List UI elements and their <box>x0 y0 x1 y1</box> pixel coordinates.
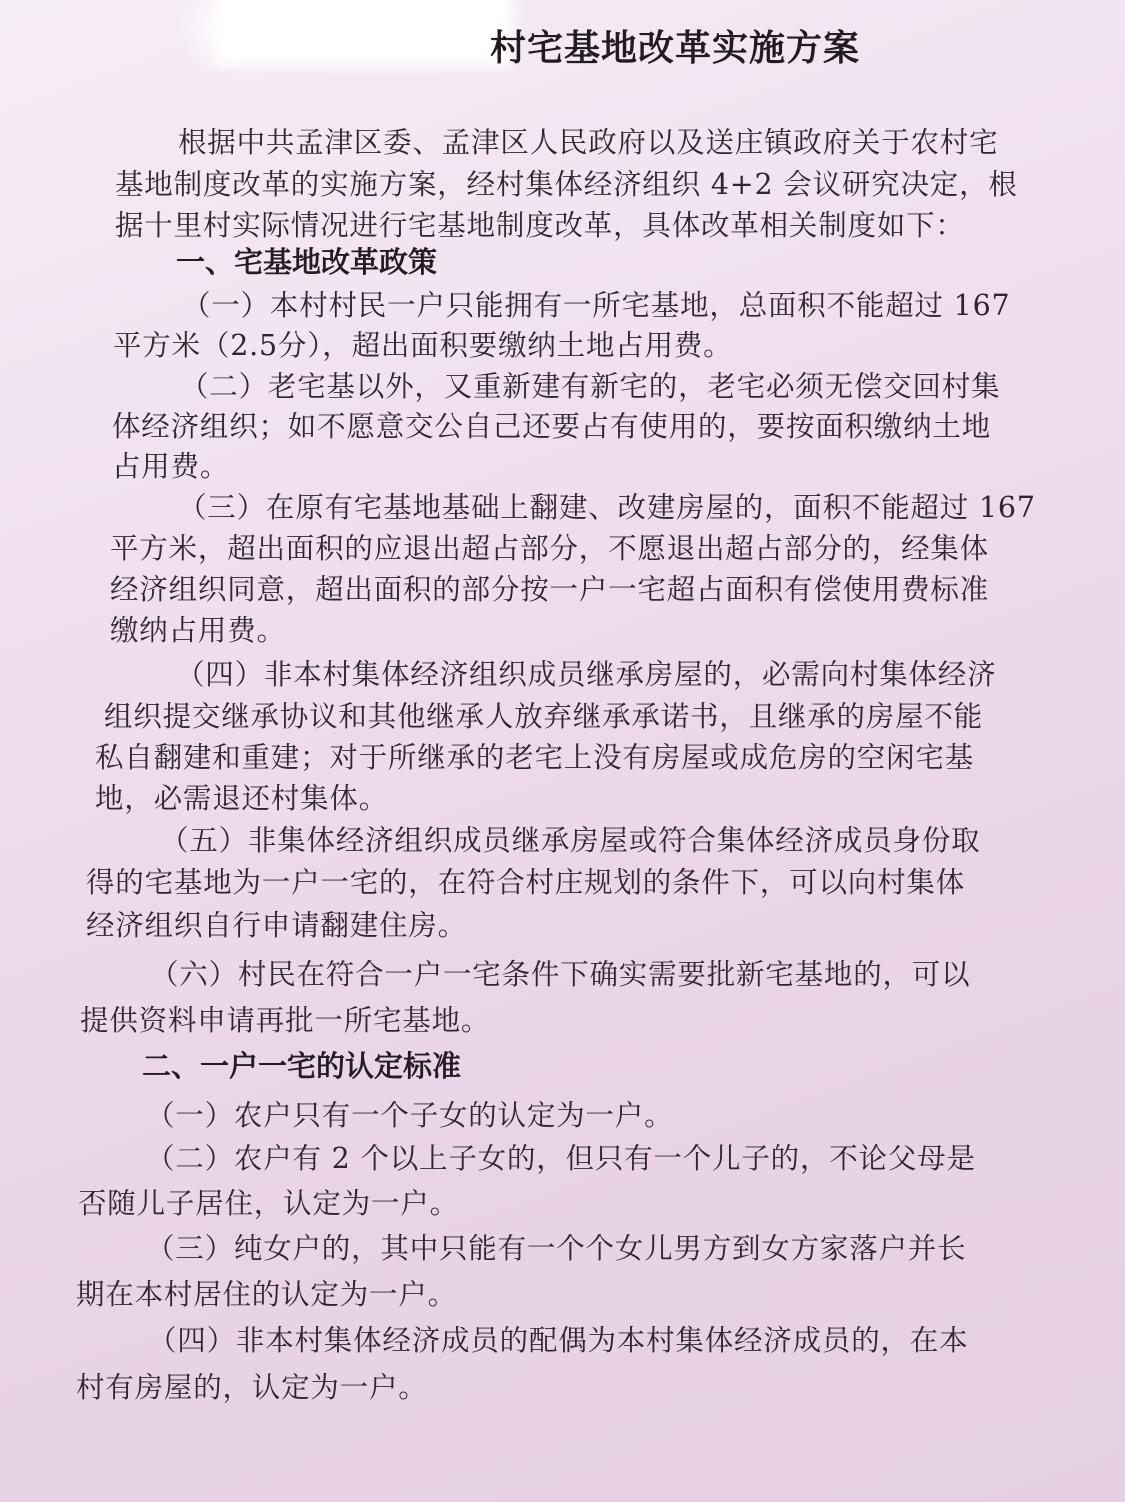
paragraph-line: 缴纳占用费。 <box>110 614 286 647</box>
paragraph-line: 地，必需退还村集体。 <box>95 782 389 815</box>
paragraph-line: 提供资料申请再批一所宅基地。 <box>80 1004 491 1037</box>
intro-line: 据十里村实际情况进行宅基地制度改革，具体改革相关制度如下： <box>115 209 965 242</box>
paragraph-line: 私自翻建和重建；对于所继承的老宅上没有房屋或成危房的空闲宅基 <box>95 741 975 774</box>
paragraph-line: （六）村民在符合一户一宅条件下确实需要批新宅基地的，可以 <box>150 958 971 991</box>
paragraph-line: 体经济组织；如不愿意交公自己还要占有使用的，要按面积缴纳土地 <box>112 410 992 443</box>
paragraph-line: 期在本村居住的认定为一户。 <box>76 1278 457 1311</box>
paragraph-line: （二）老宅基以外，又重新建有新宅的，老宅必须无偿交回村集 <box>180 370 1001 403</box>
paragraph-line: （三）纯女户的，其中只能有一个个女儿男方到女方家落户并长 <box>146 1232 967 1265</box>
paragraph-line: 占用费。 <box>112 450 230 483</box>
paragraph-line: 村有房屋的，认定为一户。 <box>76 1371 428 1404</box>
paragraph-line: 平方米，超出面积的应退出超占部分，不愿退出超占部分的，经集体 <box>110 532 990 565</box>
paragraph-line: （三）在原有宅基地基础上翻建、改建房屋的，面积不能超过 167 <box>178 491 1036 524</box>
page-title: 村宅基地改革实施方案 <box>490 28 861 69</box>
paragraph-line: （二）农户有 2 个以上子女的，但只有一个儿子的，不论父母是 <box>146 1142 976 1175</box>
paragraph-line: 平方米（2.5分），超出面积要缴纳土地占用费。 <box>113 329 733 362</box>
paragraph-line: 经济组织同意，超出面积的部分按一户一宅超占面积有偿使用费标准 <box>110 573 990 606</box>
paragraph-line: （一）本村村民一户只能拥有一所宅基地，总面积不能超过 167 <box>182 289 1011 322</box>
paragraph-line: 组织提交继承协议和其他继承人放弃继承承诺书，且继承的房屋不能 <box>104 700 984 733</box>
paragraph-line: （一）农户只有一个子女的认定为一户。 <box>146 1099 674 1132</box>
section-heading-2: 二、一户一宅的认定标准 <box>142 1049 462 1083</box>
paragraph-line: （五）非集体经济组织成员继承房屋或符合集体经济成员身份取 <box>160 824 981 857</box>
paragraph-line: （四）非本村集体经济成员的配偶为本村集体经济成员的，在本 <box>148 1324 969 1357</box>
intro-line: 根据中共孟津区委、孟津区人民政府以及送庄镇政府关于农村宅 <box>178 126 999 159</box>
redaction-block <box>225 0 503 56</box>
paragraph-line: 得的宅基地为一户一宅的，在符合村庄规划的条件下，可以向村集体 <box>86 866 966 899</box>
paragraph-line: （四）非本村集体经济组织成员继承房屋的，必需向村集体经济 <box>176 658 997 691</box>
section-heading-1: 一、宅基地改革政策 <box>176 245 438 279</box>
paragraph-line: 否随儿子居住，认定为一户。 <box>78 1187 459 1220</box>
paragraph-line: 经济组织自行申请翻建住房。 <box>86 909 467 942</box>
intro-line: 基地制度改革的实施方案，经村集体经济组织 4+2 会议研究决定，根 <box>115 168 1018 201</box>
